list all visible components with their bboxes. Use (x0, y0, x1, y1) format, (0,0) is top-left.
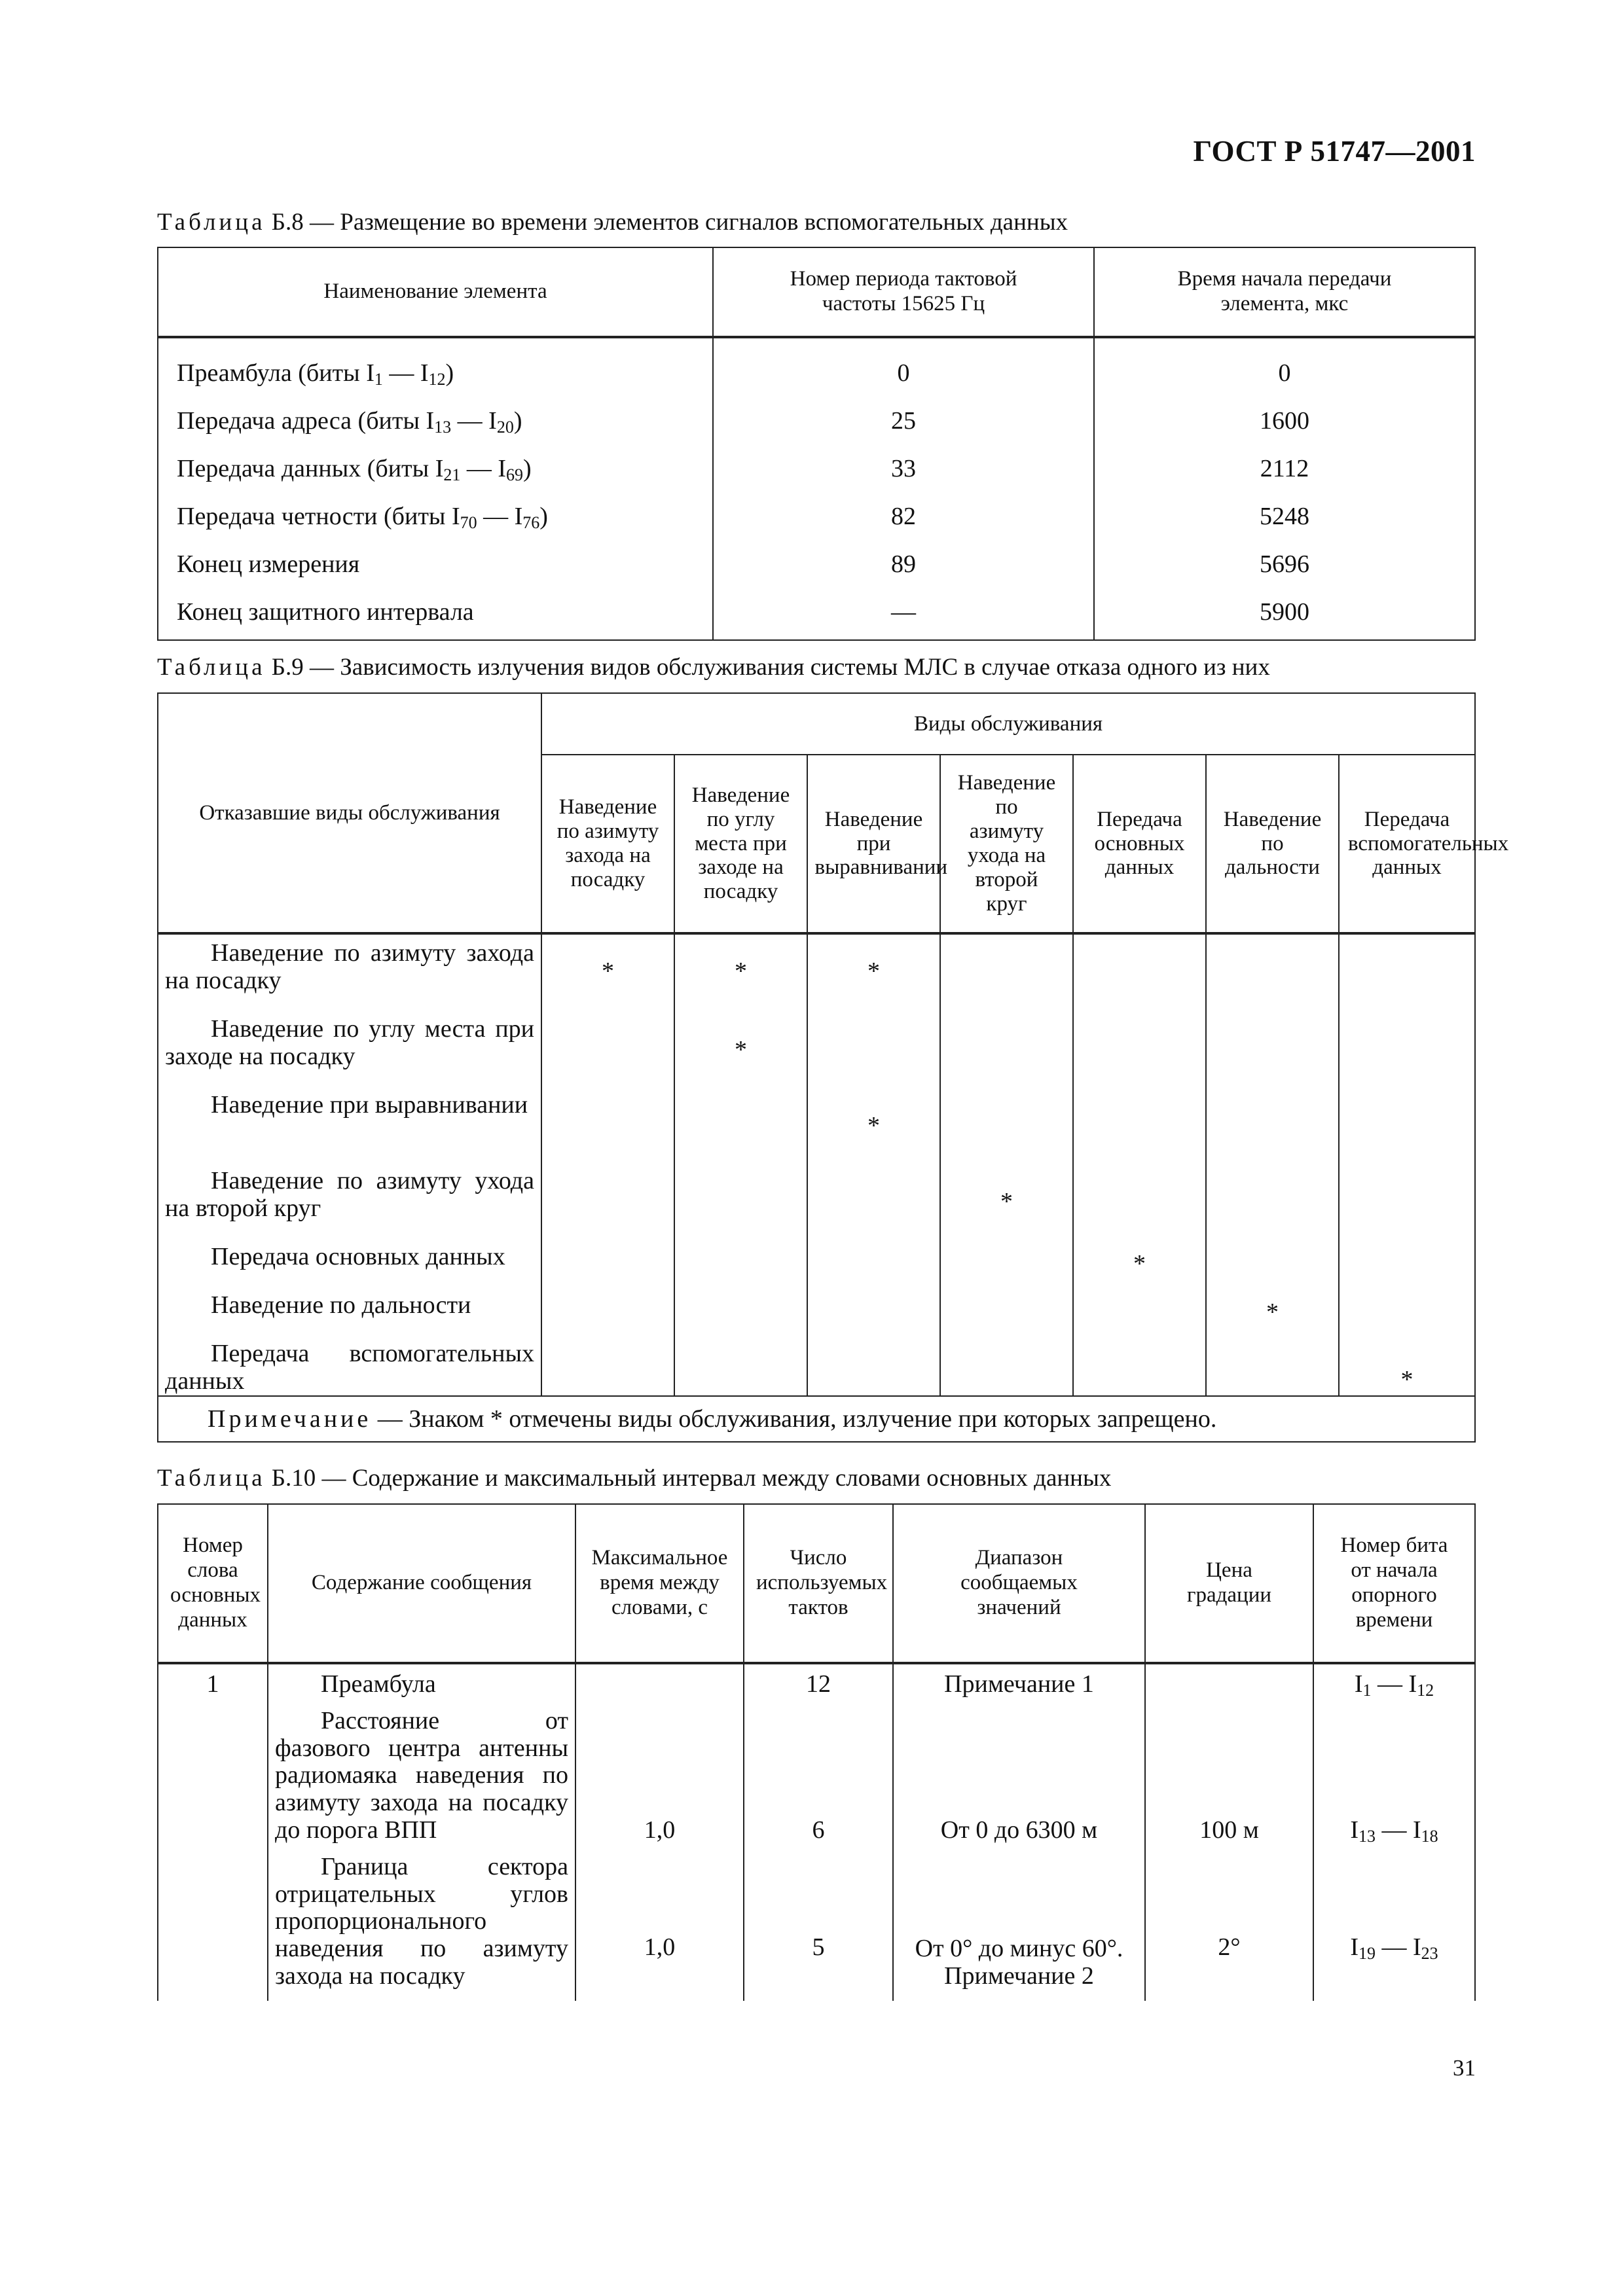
period-number: 82 (713, 492, 1094, 540)
table-b10 (157, 1503, 1476, 2001)
element-name: Преамбула (биты $I_1$ — $I_{12}$) (158, 337, 713, 397)
restriction-mark (1339, 1088, 1475, 1164)
table-b10-caption-text: Б.10 — Содержание и максимальный интервал между словами основных данных (265, 1465, 1112, 1492)
restriction-mark: * (1073, 1240, 1206, 1288)
restriction-mark (541, 1288, 674, 1336)
graduation-step (1145, 1663, 1313, 1698)
restriction-mark (674, 1288, 807, 1336)
restriction-mark (1206, 1164, 1339, 1240)
table-row (158, 397, 1475, 444)
restriction-mark: * (674, 1012, 807, 1088)
failed-service-name: Наведение по дальности (158, 1288, 541, 1336)
start-time: 5248 (1094, 492, 1475, 540)
restriction-mark (1339, 1164, 1475, 1240)
restriction-mark (541, 1012, 674, 1088)
table-b9-caption-text: Б.9 — Зависимость излучения видов обслуживания системы МЛС в случае отказа одного из них (265, 654, 1270, 681)
table-b10-tail (158, 1990, 1475, 2001)
element-name: Конец защитного интервала (158, 588, 713, 640)
restriction-mark (1206, 1012, 1339, 1088)
message-content: Расстояние от фазового центра антенны радиомаяка наведения по азимуту захода на посадку до порога ВПП (268, 1698, 575, 1844)
table-row (158, 1240, 1475, 1288)
word-number (158, 1698, 268, 1844)
start-time: 5900 (1094, 588, 1475, 640)
restriction-mark (807, 1240, 940, 1288)
restriction-mark (1073, 1088, 1206, 1164)
service-column-header: Передача вспомогательных данных (1339, 755, 1475, 933)
restriction-mark (1073, 931, 1206, 1012)
table-row (158, 492, 1475, 540)
table-b8-header-cell: Номер периода тактовой частоты 15625 Гц (713, 247, 1094, 337)
table-b8 (157, 247, 1476, 641)
table-row (158, 588, 1475, 640)
table-b10-header-cell: Диапазон сообщаемых значений (893, 1504, 1145, 1663)
start-time: 5696 (1094, 540, 1475, 588)
table-b10-header-cell: Номер слова основных данных (158, 1504, 268, 1663)
restriction-mark (674, 1088, 807, 1164)
restriction-mark (1206, 1240, 1339, 1288)
failed-service-name: Наведение по азимуту ухода на второй круг (158, 1164, 541, 1240)
table-row (158, 931, 1475, 1012)
failed-service-name: Передача вспомогательных данных (158, 1336, 541, 1396)
restriction-mark (1339, 931, 1475, 1012)
table-b8-caption (157, 208, 1068, 236)
table-row (158, 1336, 1475, 1396)
table-b8-header-row (158, 247, 1475, 337)
clock-count: 12 (744, 1663, 893, 1698)
service-column-header: Наведение при выравнивании (807, 755, 940, 933)
restriction-mark (807, 1336, 940, 1396)
restriction-mark (940, 1012, 1073, 1088)
word-number (158, 1844, 268, 1990)
value-range: Примечание 1 (893, 1663, 1145, 1698)
services-group-header: Виды обслуживания (541, 693, 1475, 755)
restriction-mark (674, 1336, 807, 1396)
service-column-header: Наведение по дальности (1206, 755, 1339, 933)
start-time: 0 (1094, 337, 1475, 397)
restriction-mark (807, 1164, 940, 1240)
table-b8-header-cell: Время начала передачи элемента, мкс (1094, 247, 1475, 337)
table-b9-note: Примечание — Знаком * отмечены виды обслуживания, излучение при которых запрещено. (158, 1396, 1475, 1442)
restriction-mark (940, 1088, 1073, 1164)
clock-count: 5 (744, 1844, 893, 1990)
table-b10-header-cell: Цена градации (1145, 1504, 1313, 1663)
restriction-mark (940, 1240, 1073, 1288)
graduation-step: 100 м (1145, 1698, 1313, 1844)
restriction-mark: * (1339, 1336, 1475, 1396)
restriction-mark (807, 1288, 940, 1336)
element-name: Передача адреса (биты $I_{13}$ — $I_{20}$) (158, 397, 713, 444)
restriction-mark (1073, 1012, 1206, 1088)
table-row (158, 1012, 1475, 1088)
restriction-mark (541, 1240, 674, 1288)
graduation-step: 2° (1145, 1844, 1313, 1990)
table-b9 (157, 692, 1509, 935)
element-name: Конец измерения (158, 540, 713, 588)
bit-numbers: $I_{19}$ — $I_{23}$ (1313, 1844, 1475, 1990)
period-number: 25 (713, 397, 1094, 444)
period-number: 89 (713, 540, 1094, 588)
table-b9-body (157, 931, 1476, 1443)
message-content: Преамбула (268, 1663, 575, 1698)
restriction-mark (1073, 1164, 1206, 1240)
service-column-header: Наведение по углу места при заходе на посадку (674, 755, 807, 933)
table-b10-caption-prefix: Таблица (157, 1465, 266, 1492)
table-row (158, 1288, 1475, 1336)
restriction-mark: * (1206, 1288, 1339, 1336)
value-range: От 0 до 6300 м (893, 1698, 1145, 1844)
table-b10-header-cell: Число используемых тактов (744, 1504, 893, 1663)
table-row (158, 444, 1475, 492)
restriction-mark (674, 1240, 807, 1288)
table-row (158, 1164, 1475, 1240)
restriction-mark (1073, 1336, 1206, 1396)
table-row (158, 1663, 1475, 1698)
table-b8-header-cell: Наименование элемента (158, 247, 713, 337)
restriction-mark: * (940, 1164, 1073, 1240)
table-row (158, 540, 1475, 588)
message-content: Граница сектора отрицательных углов пропорционального наведения по азимуту захода на посадку (268, 1844, 575, 1990)
failed-service-name: Наведение при выравнивании (158, 1088, 541, 1164)
restriction-mark: * (807, 931, 940, 1012)
table-b8-caption-text: Б.8 — Размещение во времени элементов сигналов вспомогательных данных (265, 209, 1068, 236)
table-b9-caption (157, 653, 1270, 681)
table-b10-header-cell: Максимальное время между словами, с (575, 1504, 744, 1663)
document-code: ГОСТ Р 51747—2001 (1193, 135, 1476, 168)
failed-services-header: Отказавшие виды обслуживания (158, 693, 541, 933)
table-row (158, 337, 1475, 397)
period-number: 33 (713, 444, 1094, 492)
restriction-mark (541, 1336, 674, 1396)
max-time (575, 1663, 744, 1698)
restriction-mark (940, 1336, 1073, 1396)
table-row (158, 1844, 1475, 1990)
element-name: Передача четности (биты $I_{70}$ — $I_{76}$) (158, 492, 713, 540)
element-name: Передача данных (биты $I_{21}$ — $I_{69}$) (158, 444, 713, 492)
service-column-header: Наведение по азимуту ухода на второй круг (940, 755, 1073, 933)
table-b8-caption-prefix: Таблица (157, 209, 266, 236)
value-range: От 0° до минус 60°. Примечание 2 (893, 1844, 1145, 1990)
table-b9-caption-prefix: Таблица (157, 654, 266, 681)
table-b9-group-header-row (158, 693, 1475, 755)
table-b10-header-row (158, 1504, 1475, 1663)
failed-service-name: Передача основных данных (158, 1240, 541, 1288)
table-b9-note-row (158, 1396, 1475, 1442)
clock-count: 6 (744, 1698, 893, 1844)
restriction-mark (807, 1012, 940, 1088)
restriction-mark (940, 931, 1073, 1012)
start-time: 1600 (1094, 397, 1475, 444)
restriction-mark (1339, 1012, 1475, 1088)
word-number: 1 (158, 1663, 268, 1698)
max-time: 1,0 (575, 1844, 744, 1990)
bit-numbers: $I_{13}$ — $I_{18}$ (1313, 1698, 1475, 1844)
start-time: 2112 (1094, 444, 1475, 492)
table-row (158, 1698, 1475, 1844)
restriction-mark: * (674, 931, 807, 1012)
max-time: 1,0 (575, 1698, 744, 1844)
restriction-mark: * (807, 1088, 940, 1164)
period-number: — (713, 588, 1094, 640)
failed-service-name: Наведение по азимуту захода на посадку (158, 931, 541, 1012)
restriction-mark (1206, 1088, 1339, 1164)
restriction-mark (1206, 931, 1339, 1012)
service-column-header: Наведение по азимуту захода на посадку (541, 755, 674, 933)
service-column-header: Передача основных данных (1073, 755, 1206, 933)
restriction-mark (1206, 1336, 1339, 1396)
table-b10-header-cell: Содержание сообщения (268, 1504, 575, 1663)
restriction-mark (1339, 1288, 1475, 1336)
bit-numbers: $I_1$ — $I_{12}$ (1313, 1663, 1475, 1698)
failed-service-name: Наведение по углу места при заходе на посадку (158, 1012, 541, 1088)
table-b10-header-cell: Номер бита от начала опорного времени (1313, 1504, 1475, 1663)
page-number: 31 (1453, 2055, 1476, 2081)
table-row (158, 1088, 1475, 1164)
period-number: 0 (713, 337, 1094, 397)
restriction-mark (674, 1164, 807, 1240)
restriction-mark (1073, 1288, 1206, 1336)
restriction-mark: * (541, 931, 674, 1012)
restriction-mark (541, 1164, 674, 1240)
table-b10-caption (157, 1464, 1111, 1492)
restriction-mark (541, 1088, 674, 1164)
restriction-mark (940, 1288, 1073, 1336)
restriction-mark (1339, 1240, 1475, 1288)
